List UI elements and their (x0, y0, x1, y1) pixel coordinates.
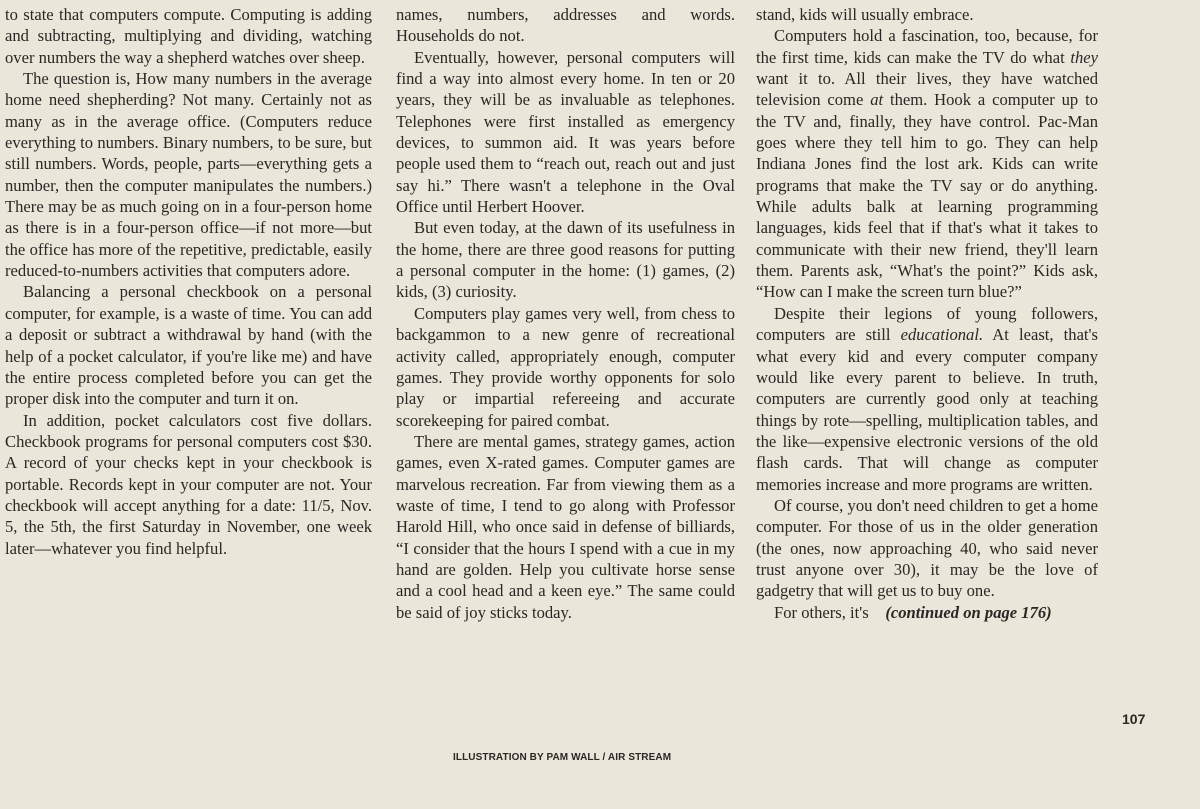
paragraph: Of course, you don't need children to get a home computer. For those of us in the older generation (the ones, now approaching 40, who said never trust anyone over 30), it may be the love of gadgetry that will get us to buy one. (756, 495, 1098, 601)
illustration-credit: ILLUSTRATION BY PAM WALL / AIR STREAM (453, 752, 672, 763)
paragraph: to state that computers compute. Computing is adding and subtracting, multiplying and dividing, watching over numbers the way a shepherd watches over sheep. (5, 5, 372, 67)
paragraph: The question is, How many numbers in the average home need shepherding? Not many. Certainly not as many as in the average office. (Computers reduce everything to numbers. Binary numbers, to be sure, but still numbers. Words, people, parts—everything gets a number, then the computer manipulates the numbers.) There may be as much going on in a four-person home as there is in a four-person office—if not more—but the office has more of the repetitive, predictable, easily reduced-to-numbers activities that computers adore. (5, 69, 372, 281)
paragraph: Eventually, however, personal computers will find a way into almost every home. In ten or 20 years, they will be as invaluable as telephones. Telephones were first installed as emergency devices, to summon aid. It was years before people used them to “reach out, reach out and just say hi.” There wasn't a telephone in the Oval Office until Herbert Hoover. (396, 47, 735, 217)
paragraph (756, 602, 1098, 623)
emphasis: they (1070, 47, 1098, 67)
paragraph: stand, kids will usually embrace. (756, 5, 974, 24)
paragraph: In addition, pocket calculators cost five dollars. Checkbook programs for personal computers cost $30. A record of your checks kept in your checkbook is portable. Records kept in your computer are not. Your checkbook will accept anything for a date: 11/5, Nov. 5, the 5th, the first Saturday in November, one week later—whatever you find helpful. (5, 410, 372, 558)
text-run: Despite their legions of young followers, computers are still (756, 303, 1098, 345)
paragraph: There are mental games, strategy games, action games, even X-rated games. Computer games are marvelous recreation. Far from viewing them as a waste of time, I tend to go along with Professor Harold Hill, who once said in defense of billiards, “I consider that the hours I spend with a cue in my hand are golden. Help you cultivate horse sense and a cool head and a keen eye.” The same could be said of joy sticks today. (396, 431, 735, 622)
text-run: them. Hook a computer up to the TV and, finally, they have control. Pac-Man goes where they tell him to go. They can help Indiana Jones find the lost ark. Kids can write programs that make the TV say or do anything. While adults balk at learning programming languages, kids feel that if that's what it takes to communicate with their new friend, they'll learn them. Parents ask, “What's the point?” Kids ask, “How can I make the screen turn blue?” (756, 90, 1098, 302)
text-run: want it to. All their lives, they have watched television come (756, 69, 1098, 110)
article-column-1 (5, 4, 372, 559)
emphasis: at (870, 90, 884, 110)
continued-note: (continued on page 176) (885, 602, 1052, 622)
text-run: For others, it's (774, 602, 869, 622)
text-run: Computers hold a fascination, too, because, for the first time, kids can make the TV do what (756, 26, 1098, 67)
paragraph: Computers play games very well, from chess to backgammon to a new genre of recreational activity called, appropriately enough, computer games. They provide worthy opponents for solo play or impartial refereeing and accurate scorekeeping for paired combat. (396, 303, 735, 430)
article-column-2 (396, 4, 735, 623)
text-run: At least, that's what every kid and every computer company would like every parent to believe. In truth, computers are currently good only at teaching things by rote—spelling, multiplication tables, and the like—expensive electronic versions of the old flash cards. That will change as computer memories increase and more programs are written. (756, 325, 1098, 494)
paragraph (756, 25, 1098, 302)
paragraph: But even today, at the dawn of its usefulness in the home, there are three good reasons for putting a personal computer in the home: (1) games, (2) kids, (3) curiosity. (396, 218, 735, 302)
paragraph: Balancing a personal checkbook on a personal computer, for example, is a waste of time. You can add a deposit or subtract a withdrawal by hand (with the help of a pocket calculator, if you're like me) and have the entire process completed before you can get the proper disk into the computer and turn it on. (5, 282, 372, 409)
emphasis: educational. (900, 325, 984, 345)
article-column-3 (756, 4, 1098, 623)
paragraph: names, numbers, addresses and words. Households do not. (396, 5, 735, 46)
paragraph (756, 303, 1098, 495)
page-number: 107 (1122, 711, 1146, 727)
